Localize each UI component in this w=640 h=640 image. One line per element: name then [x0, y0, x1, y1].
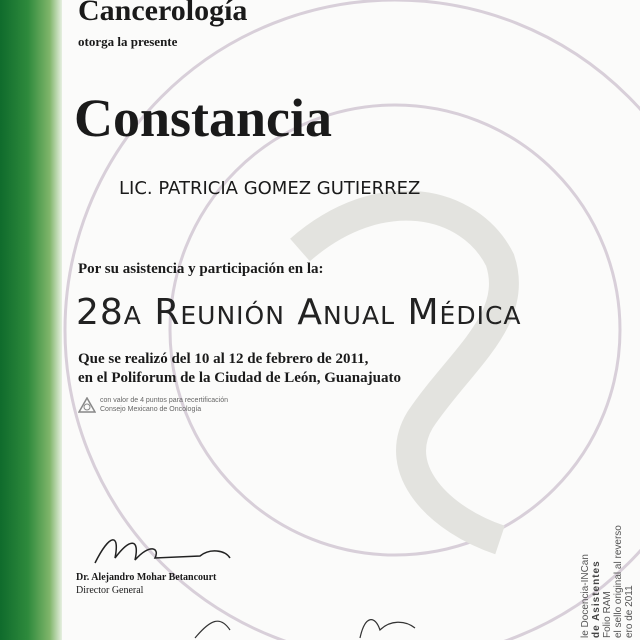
- signatory-role: Director General: [76, 585, 144, 596]
- stamp-line4: el sello original al reverso: [613, 525, 624, 638]
- recipient-name: LIC. PATRICIA GOMEZ GUTIERREZ: [119, 178, 421, 199]
- stamp-line3: Folio RAM: [602, 591, 613, 638]
- event-location: en el Poliforum de la Ciudad de León, Guanajuato: [78, 370, 401, 386]
- lower-signatures: [190, 610, 430, 640]
- stamp-line2: de Asistentes: [591, 560, 602, 638]
- event-dates: Que se realizó del 10 al 12 de febrero de 2011,: [78, 351, 369, 367]
- side-registration-stamp: [580, 525, 635, 638]
- stamp-line5: ero de 2011: [624, 585, 635, 638]
- signatory-name: Dr. Alejandro Mohar Betancourt: [76, 572, 217, 583]
- certificate-title: Constancia: [74, 88, 333, 148]
- stamp-line1: le Docencia-INCan: [580, 554, 591, 638]
- accreditation-line2: Consejo Mexicano de Oncología: [100, 406, 202, 413]
- accreditation-line1: con valor de 4 puntos para recertificación: [100, 397, 229, 404]
- institution-name: Cancerología: [78, 0, 248, 27]
- attendance-text: Por su asistencia y participación en la:: [78, 261, 324, 277]
- event-name: 28a Reunión Anual Médica: [76, 292, 522, 333]
- cmo-logo-icon: [78, 397, 96, 413]
- accreditation-note: [78, 396, 228, 414]
- signature: [90, 528, 240, 570]
- grants-text: otorga la presente: [78, 34, 178, 49]
